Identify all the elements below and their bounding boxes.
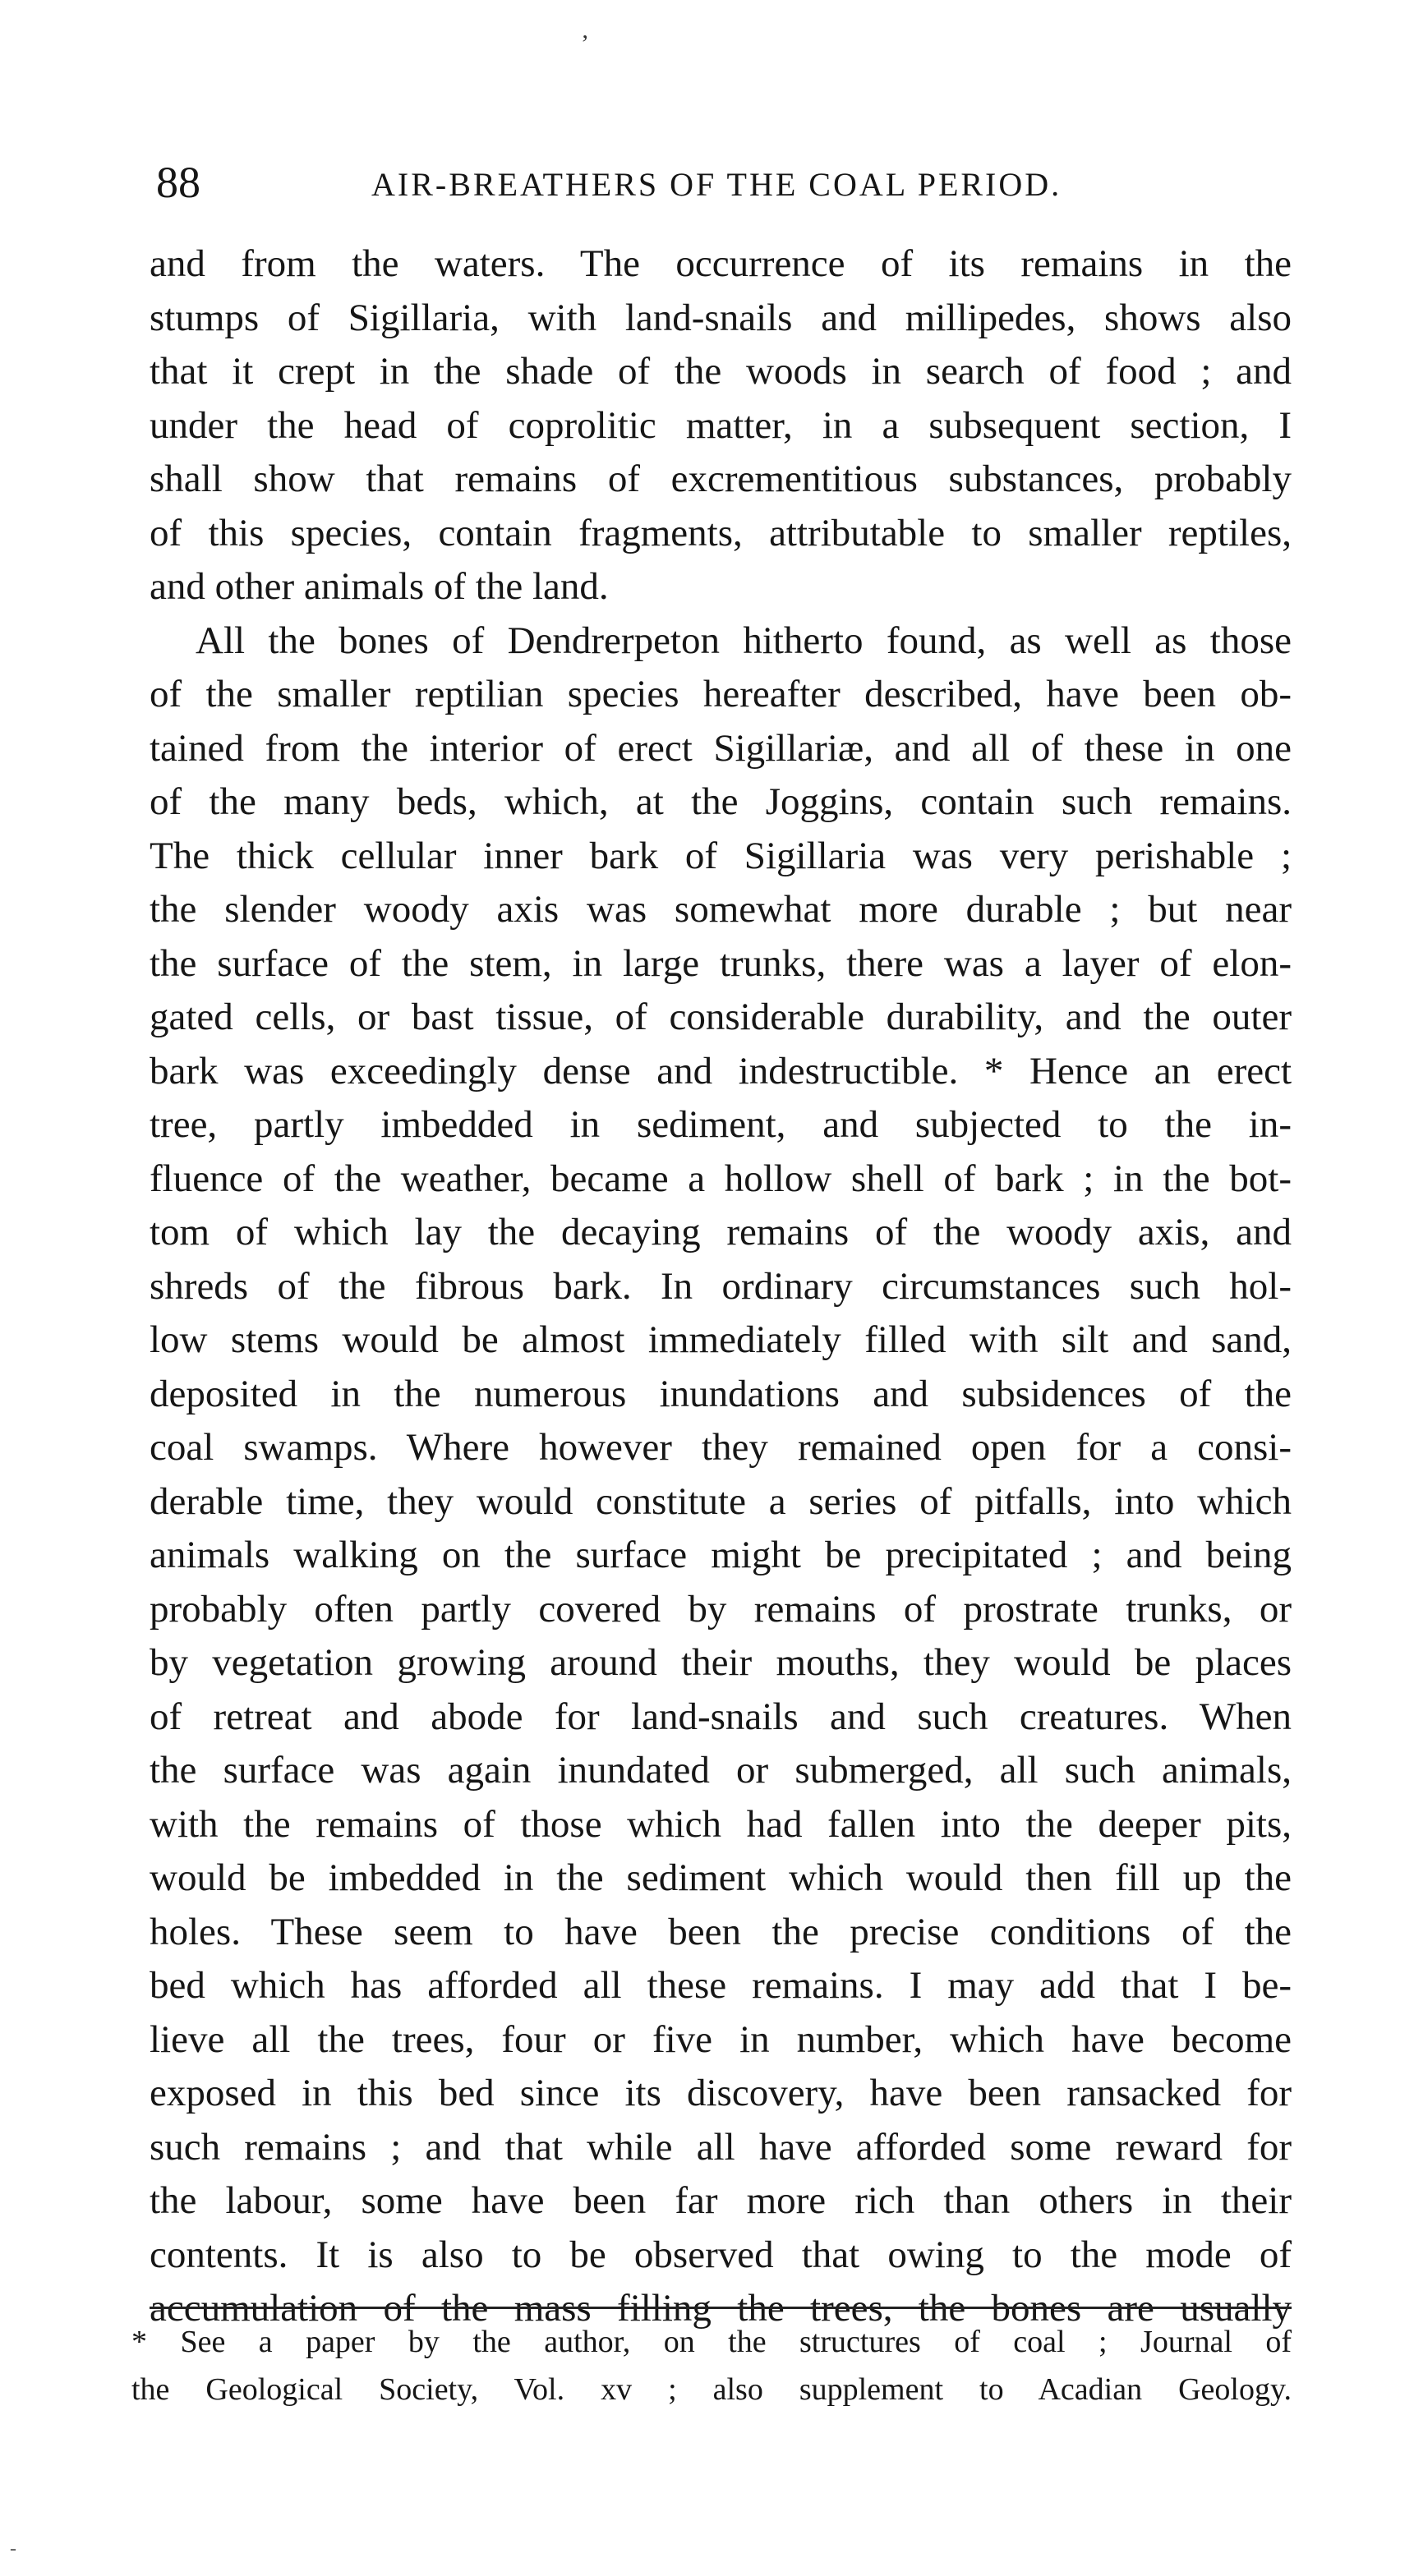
- text-line: holes. These seem to have been the precise conditions of the: [150, 1910, 1292, 1953]
- text-line: bark was exceedingly dense and indestructible. * Hence an erect: [150, 1049, 1292, 1092]
- running-head: AIR-BREATHERS OF THE COAL PERIOD.: [371, 166, 1062, 203]
- text-line: under the head of coprolitic matter, in a subsequent section, I: [150, 403, 1292, 447]
- text-line: shreds of the fibrous bark. In ordinary circumstances such hol-: [150, 1264, 1292, 1308]
- text-line: the surface was again inundated or submerged, all such animals,: [150, 1749, 1292, 1792]
- text-line: exposed in this bed since its discovery, have been ransacked for: [150, 2072, 1292, 2114]
- text-line: of retreat and abode for land-snails and such creatures. When: [150, 1695, 1292, 1738]
- page-number: 88: [156, 158, 200, 207]
- text-line: the labour, some have been far more rich than others in their: [150, 2179, 1292, 2222]
- stray-mark: ‚: [581, 16, 589, 44]
- text-line: and from the waters. The occurrence of its remains in the: [150, 242, 1292, 285]
- text-line: coal swamps. Where however they remained open for a consi-: [150, 1426, 1292, 1469]
- page-header: [156, 158, 1290, 207]
- text-line: animals walking on the surface might be precipitated ; and being: [150, 1534, 1292, 1576]
- text-line: fluence of the weather, became a hollow shell of bark ; in the bot-: [150, 1157, 1292, 1200]
- footnote-rule: [150, 2307, 1292, 2309]
- text-line: tom of which lay the decaying remains of the woody axis, and: [150, 1211, 1292, 1254]
- text-line: contents. It is also to be observed that owing to the mode of: [150, 2233, 1292, 2276]
- text-line: probably often partly covered by remains of prostrate trunks, or: [150, 1587, 1292, 1631]
- text-line: with the remains of those which had fallen into the deeper pits,: [150, 1802, 1292, 1846]
- footnote-line: the Geological Society, Vol. xv ; also supplement to Acadian Geology.: [131, 2372, 1292, 2407]
- text-line: lieve all the trees, four or five in number, which have become: [150, 2017, 1292, 2061]
- text-line: such remains ; and that while all have afforded some reward for: [150, 2125, 1292, 2169]
- paragraph-first-line: All the bones of Dendrerpeton hitherto found, as well as those: [196, 619, 1292, 662]
- text-line: by vegetation growing around their mouths, they would be places: [150, 1641, 1292, 1684]
- body-text: [150, 237, 1292, 2336]
- text-line: gated cells, or bast tissue, of considerable durability, and the outer: [150, 996, 1292, 1038]
- text-line: the surface of the stem, in large trunks, there was a layer of elon-: [150, 941, 1292, 985]
- text-line: of this species, contain fragments, attributable to smaller reptiles,: [150, 511, 1292, 554]
- text-line: the slender woody axis was somewhat more durable ; but near: [150, 888, 1292, 931]
- text-line: and other animals of the land.: [150, 565, 609, 608]
- text-line: of the smaller reptilian species hereafter described, have been ob-: [150, 673, 1292, 715]
- text-line: derable time, they would constitute a series of pitfalls, into which: [150, 1479, 1292, 1523]
- text-line: The thick cellular inner bark of Sigillaria was very perishable ;: [150, 834, 1292, 877]
- footnote: [131, 2318, 1292, 2413]
- text-line: stumps of Sigillaria, with land-snails and millipedes, shows also: [150, 296, 1292, 339]
- text-line: low stems would be almost immediately filled with silt and sand,: [150, 1318, 1292, 1361]
- footnote-line: * See a paper by the author, on the structures of coal ; Journal of: [131, 2325, 1292, 2359]
- text-line: tained from the interior of erect Sigillariæ, and all of these in one: [150, 726, 1292, 770]
- text-line: would be imbedded in the sediment which would then fill up the: [150, 1856, 1292, 1899]
- text-line: shall show that remains of excrementitious substances, probably: [150, 458, 1292, 500]
- stray-mark-bottom: -: [10, 2538, 16, 2560]
- text-line: deposited in the numerous inundations and subsidences of the: [150, 1372, 1292, 1415]
- text-line: tree, partly imbedded in sediment, and subjected to the in-: [150, 1103, 1292, 1146]
- text-line: accumulation of the mass filling the trees, the bones are usually: [150, 2287, 1292, 2330]
- text-line: bed which has afforded all these remains. I may add that I be-: [150, 1964, 1292, 2007]
- text-line: that it crept in the shade of the woods in search of food ; and: [150, 350, 1292, 393]
- text-line: of the many beds, which, at the Joggins, contain such remains.: [150, 780, 1292, 823]
